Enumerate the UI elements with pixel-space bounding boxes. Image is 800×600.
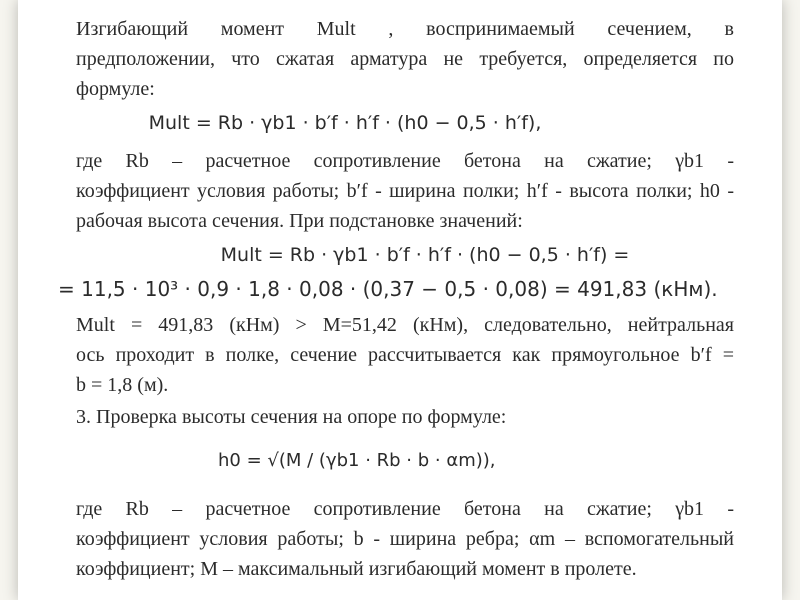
- slide-page: [18, 0, 782, 600]
- paragraph-4-line-1: где Rb – расчетное сопротивление бетона на сжатие; γb1 -: [76, 498, 734, 520]
- paragraph-2-line-1: где Rb – расчетное сопротивление бетона на сжатие; γb1 -: [76, 150, 734, 172]
- formula-moment-substitution: Mult = Rb · γb1 · b′f · h′f · (h0 − 0,5 · h′f) =: [220, 244, 630, 266]
- paragraph-3-line-1: Mult = 491,83 (кНм) > M=51,42 (кНм), следовательно, нейтральная: [76, 314, 734, 336]
- paragraph-3-line-2: ось проходит в полке, сечение рассчитывается как прямоугольное b′f =: [76, 344, 734, 366]
- section-heading: 3. Проверка высоты сечения на опоре по формуле:: [76, 406, 507, 428]
- formula-height-check: h0 = √(M / (γb1 · Rb · b · αm)),: [218, 450, 496, 471]
- paragraph-1-line-2: предположении, что сжатая арматура не требуется, определяется по: [76, 48, 734, 70]
- paragraph-4-line-3: коэффициент; M – максимальный изгибающий момент в пролете.: [76, 558, 637, 580]
- paragraph-3-line-3: b = 1,8 (м).: [76, 374, 169, 396]
- paragraph-4-line-2: коэффициент условия работы; b - ширина ребра; αm – вспомогательный: [76, 528, 734, 550]
- paragraph-2-line-3: рабочая высота сечения. При подстановке значений:: [76, 210, 523, 232]
- paragraph-1-line-3: формуле:: [76, 78, 155, 100]
- paragraph-1-line-1: Изгибающий момент Mult , воспринимаемый сечением, в: [76, 18, 734, 40]
- paragraph-2-line-2: коэффициент условия работы; b′f - ширина полки; h′f - высота полки; h0 -: [76, 180, 734, 202]
- formula-moment-result: = 11,5 · 10³ · 0,9 · 1,8 · 0,08 · (0,37 − 0,5 · 0,08) = 491,83 (кНм).: [58, 277, 718, 301]
- formula-moment: Mult = Rb · γb1 · b′f · h′f · (h0 − 0,5 · h′f),: [148, 112, 542, 134]
